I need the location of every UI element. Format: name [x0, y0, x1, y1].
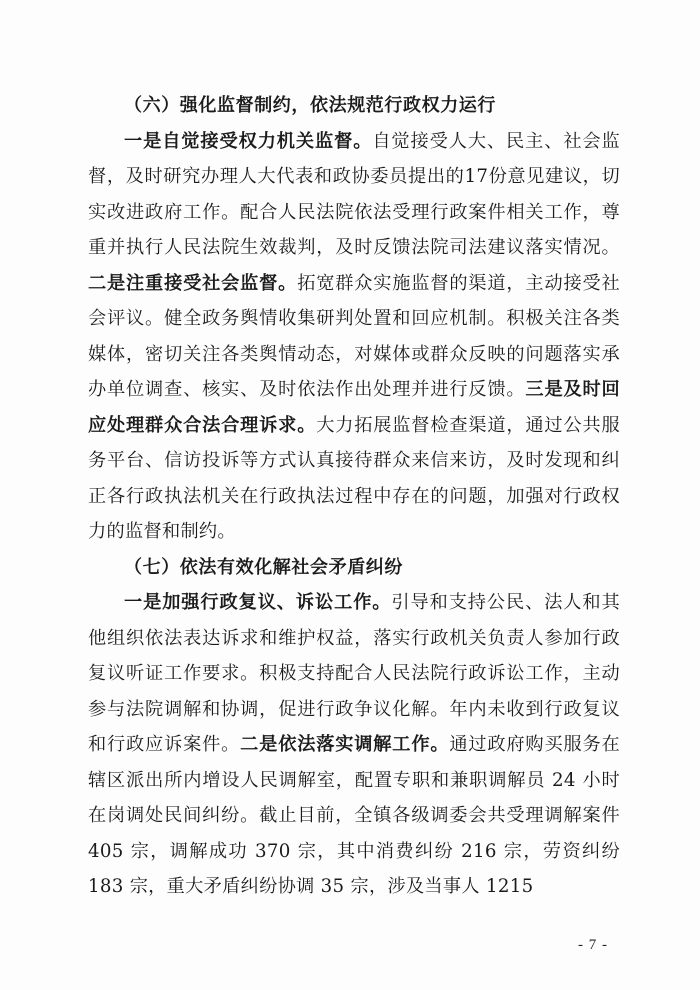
page-number: - 7 - [578, 937, 608, 953]
point-3-text: 大力拓展监督检查渠道，通过公共服务平台、信访投诉等方式认真接待群众来信来访，及时发现和纠正各行政执法机关在行政执法过程中存在的问题，加强对行政权力的监督和制约。 [88, 414, 620, 542]
point-1-title: 一是加强行政复议、诉讼工作。 [124, 592, 392, 613]
point-1-title: 一是自觉接受权力机关监督。 [124, 130, 373, 152]
point-2-text: 拓宽群众实施监督的渠道，主动接受社会评议。健全政务舆情收集研判处置和回应机制。积极关注各类媒体，密切关注各类舆情动态，对媒体或群众反映的问题落实承办单位调查、核实、及时依法作出处理并进行反馈。 [88, 272, 620, 400]
section-6-paragraph [88, 124, 620, 550]
point-1-text: 引导和支持公民、法人和其他组织依法表达诉求和维护权益，落实行政机关负责人参加行政复议听证工作要求。积极支持配合人民法院行政诉讼工作，主动参与法院调解和协调，促进行政争议化解。年内未收到行政复议和行政应诉案件。 [88, 592, 620, 755]
section-heading-7: （七）依法有效化解社会矛盾纠纷 [124, 556, 403, 578]
point-2-title: 二是注重接受社会监督。 [88, 272, 298, 294]
point-3-title: 三是及时回应处理群众合法合理诉求。 [88, 379, 620, 436]
section-heading-6: （六）强化监督制约，依法规范行政权力运行 [124, 95, 496, 116]
point-2-text: 通过政府购买服务在辖区派出所内增设人民调解室，配置专职和兼职调解员 24 小时在岗调处民间纠纷。截止目前，全镇各级调委会共受理调解案件 405 宗，调解成功 370 宗，其中消费纠纷 216 宗，劳资纠纷 183 宗，重大矛盾纠纷协调 35 宗，涉及当事人 1215 [88, 734, 620, 897]
point-2-title: 二是依法落实调解工作。 [240, 734, 450, 755]
document-body [88, 88, 620, 905]
point-1-text: 自觉接受人大、民主、社会监督，及时研究办理人大代表和政协委员提出的17份意见建议，切实改进政府工作。配合人民法院依法受理行政案件相关工作，尊重并执行人民法院生效裁判，及时反馈法院司法建议落实情况。 [88, 130, 621, 258]
section-7-paragraph [88, 585, 620, 905]
